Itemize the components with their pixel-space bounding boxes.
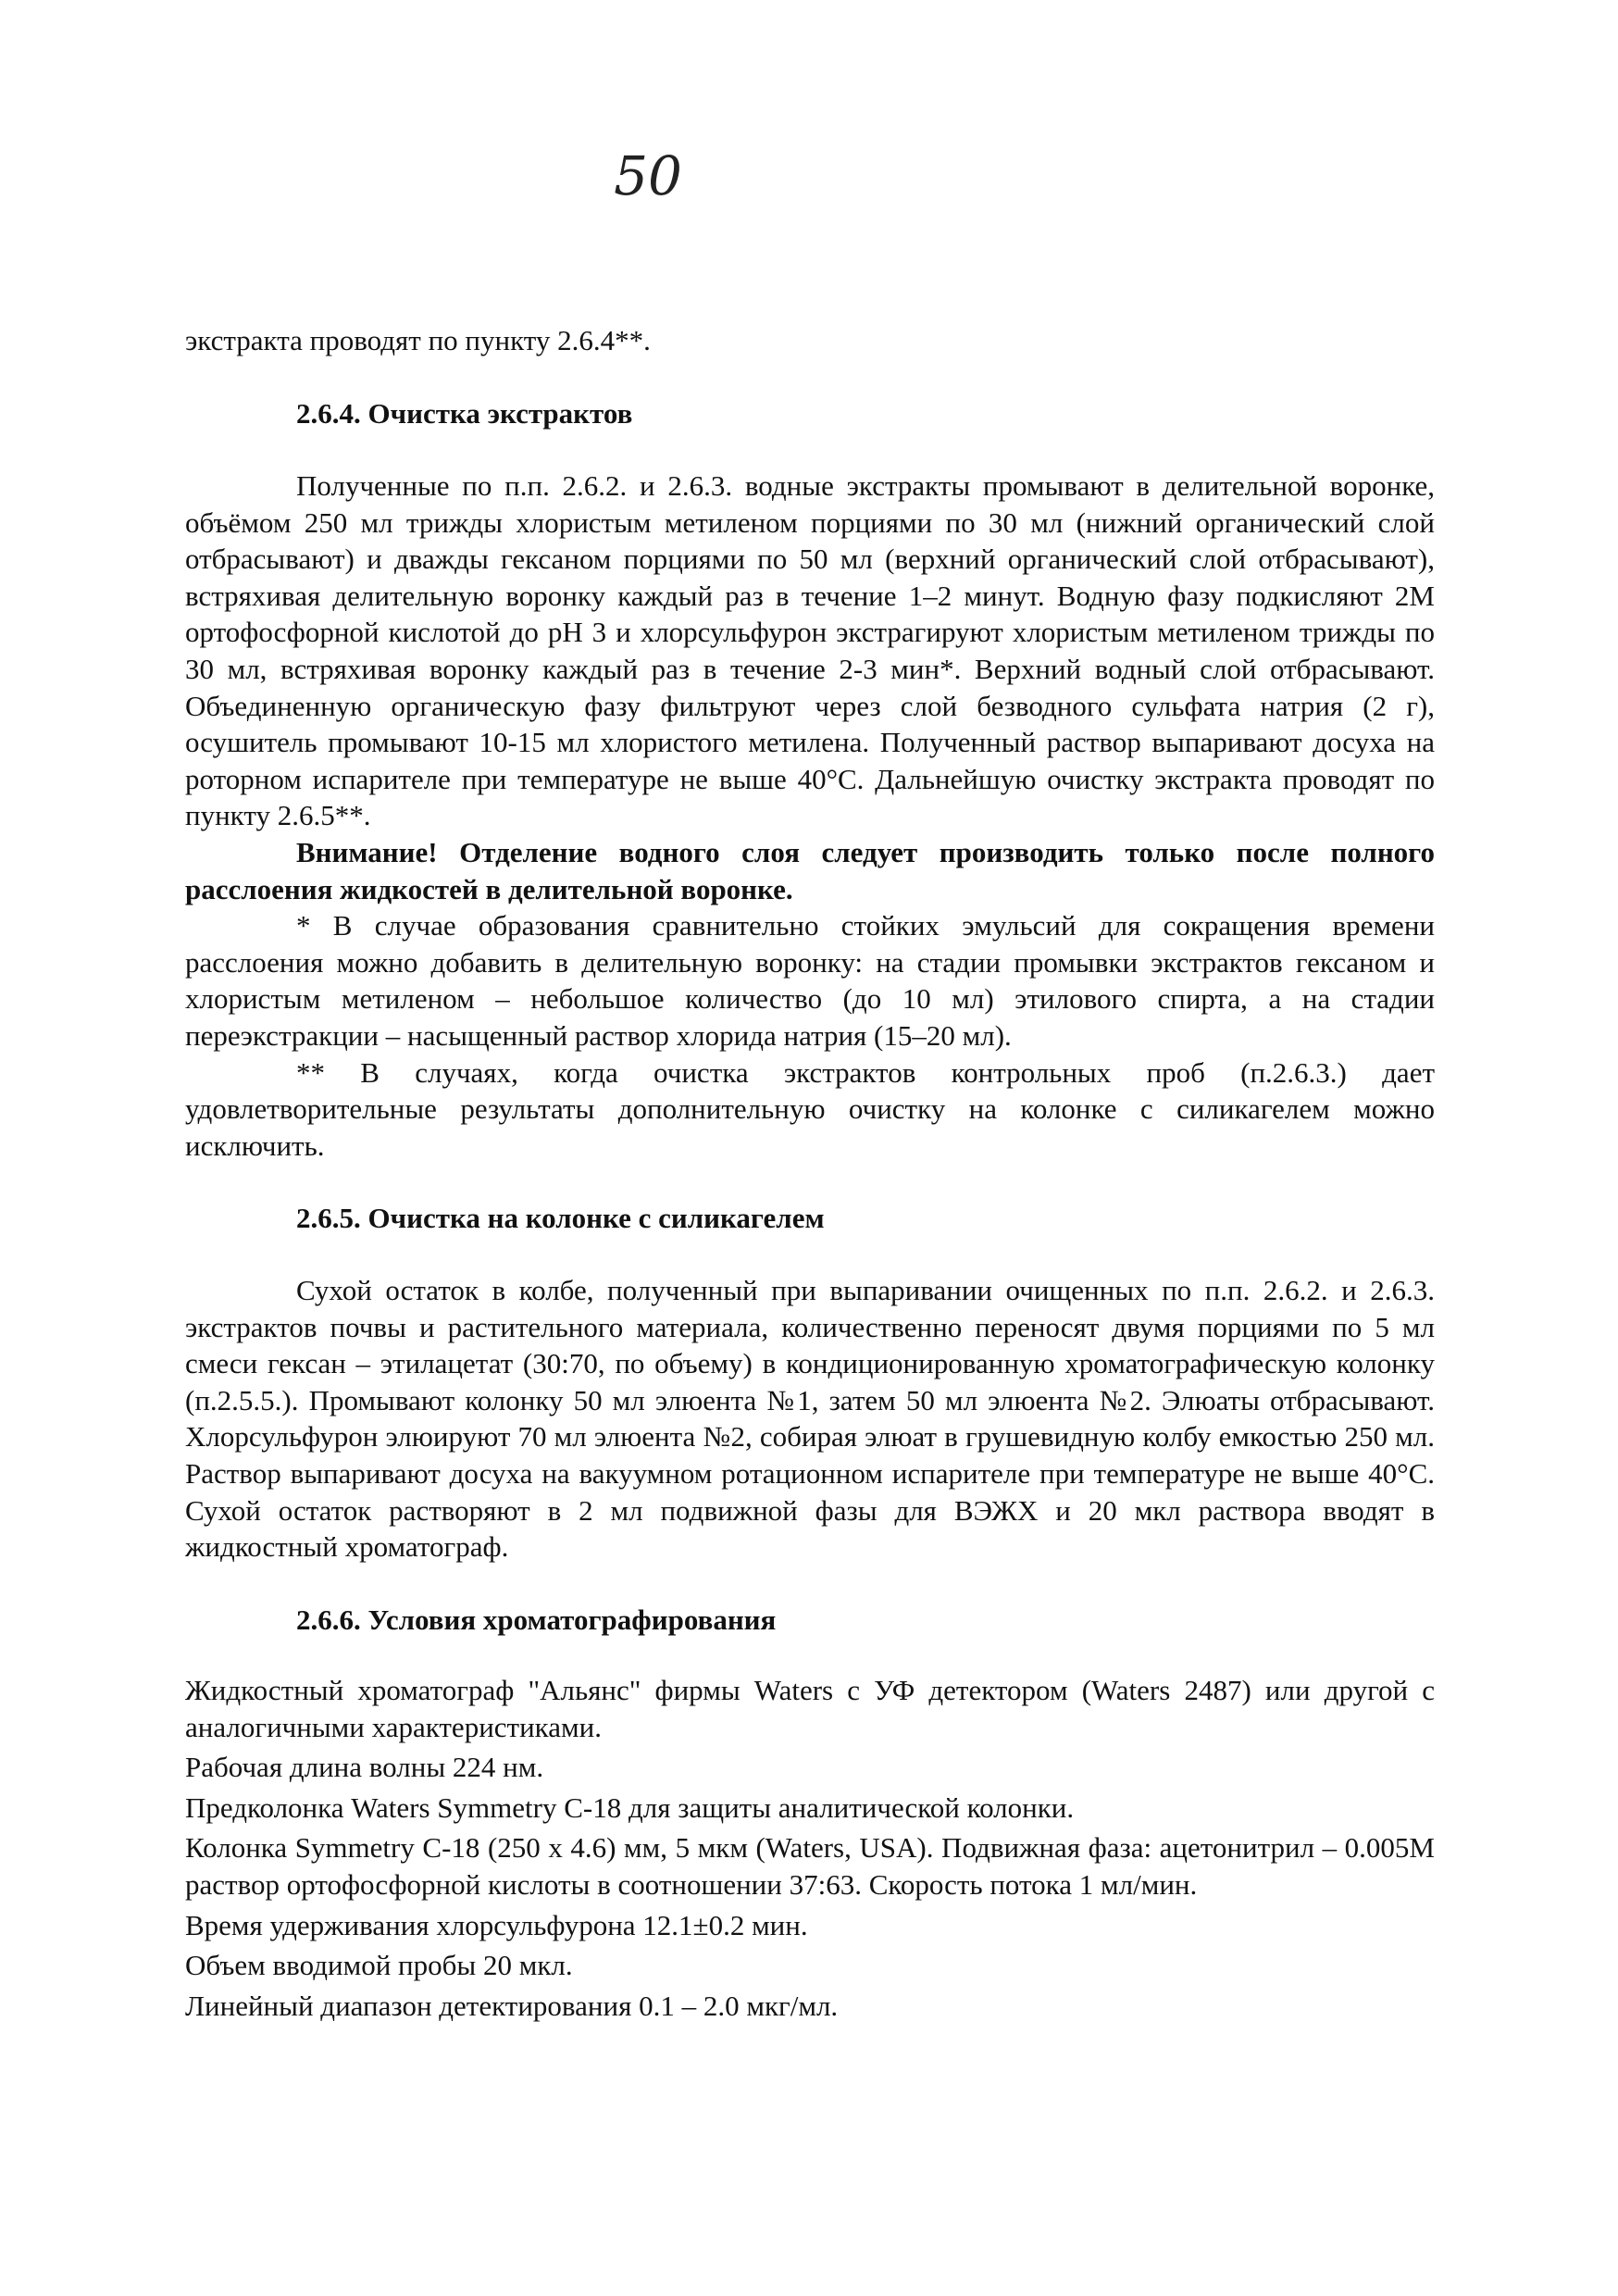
chromatography-conditions (185, 1672, 1435, 2028)
notes-block (185, 834, 1435, 1164)
footnote-2 (185, 1054, 1435, 1165)
section-2-6-4-paragraph (185, 468, 1435, 834)
section-2-6-5-text: Сухой остаток в колбе, полученный при выпаривании очищенных по п.п. 2.6.2. и 2.6.3. экстрактов почвы и растительного материала, количественно переносят двумя порциями по 5 мл смеси гексан – этилацетат (30:70, по объему) в кондиционированную хроматографическую колонку (п.2.5.5.). Промывают колонку 50 мл элюента №1, затем 50 мл элюента №2. Элюаты отбрасывают. Хлорсульфурон элюируют 70 мл элюента №2, собирая элюат в грушевидную колбу емкостью 250 мл. Раствор выпаривают досуха на вакуумном ротационном испарителе при температуре не выше 40°С. Сухой остаток растворяют в 2 мл подвижной фазы для ВЭЖХ и 20 мкл раствора вводят в жидкостный хроматограф. (185, 1274, 1435, 1564)
footnote-2-text: ** В случаях, когда очистка экстрактов контрольных проб (п.2.6.3.) дает удовлетворительные результаты дополнительную очистку на колонке с силикагелем можно исключить. (185, 1055, 1435, 1162)
spec-line: Объем вводимой пробы 20 мкл. (185, 1949, 573, 1982)
spec-line: Время удерживания хлорсульфурона 12.1±0.2 мин. (185, 1908, 808, 1941)
spec-line: Рабочая длина волны 224 нм. (185, 1751, 544, 1784)
continuation-line: экстракта проводят по пункту 2.6.4**. (185, 324, 651, 356)
section-heading-2-6-5: 2.6.5. Очистка на колонке с силикагелем (296, 1202, 825, 1234)
footnote-1 (185, 907, 1435, 1054)
spec-line: Жидкостный хроматограф "Альянс" фирмы Waters с УФ детектором (Waters 2487) или другой с аналогичными характеристиками. (185, 1674, 1435, 1743)
section-2-6-4-text: Полученные по п.п. 2.6.2. и 2.6.3. водные экстракты промывают в делительной воронке, объёмом 250 мл трижды хлористым метиленом порциями по 30 мл (нижний органический слой отбрасывают) и дважды гексаном порциями по 50 мл (верхний органический слой отбрасывают), встряхивая делительную воронку каждый раз в течение 1–2 минут. Водную фазу подкисляют 2М ортофосфорной кислотой до рН 3 и хлорсульфурон экстрагируют хлористым метиленом трижды по 30 мл, встряхивая воронку каждый раз в течение 2-3 мин*. Верхний водный слой отбрасывают. Объединенную органическую фазу фильтруют через слой безводного сульфата натрия (2 г), осушитель промывают 10-15 мл хлористого метилена. Полученный раствор выпаривают досуха на роторном испарителе при температуре не выше 40°С. Дальнейшую очистку экстракта проводят по пункту 2.6.5**. (185, 469, 1435, 832)
spec-line: Линейный диапазон детектирования 0.1 – 2.0 мкг/мл. (185, 1989, 839, 2022)
section-heading-2-6-4: 2.6.4. Очистка экстрактов (296, 397, 633, 430)
footnote-1-text: * В случае образования сравнительно стойких эмульсий для сокращения времени расслоения можно добавить в делительную воронку: на стадии промывки экстрактов гексаном и хлористым метиленом – небольшое количество (до 10 мл) этилового спирта, а на стадии переэкстракции – насыщенный раствор хлорида натрия (15–20 мл). (185, 909, 1435, 1052)
spec-line: Предколонка Waters Symmetry С-18 для защиты аналитической колонки. (185, 1791, 1075, 1824)
warning-paragraph (185, 834, 1435, 907)
warning-text: Внимание! Отделение водного слоя следует производить только после полного расслоения жидкостей в делительной воронке. (185, 836, 1435, 905)
section-2-6-5-paragraph (185, 1272, 1435, 1566)
spec-line: Колонка Symmetry С-18 (250 х 4.6) мм, 5 мкм (Waters, USA). Подвижная фаза: ацетонитрил – 0.005М раствор ортофосфорной кислоты в соотношении 37:63. Скорость потока 1 мл/мин. (185, 1831, 1435, 1901)
page-number: 50 (614, 144, 682, 207)
section-heading-2-6-6: 2.6.6. Условия хроматографирования (296, 1603, 777, 1636)
